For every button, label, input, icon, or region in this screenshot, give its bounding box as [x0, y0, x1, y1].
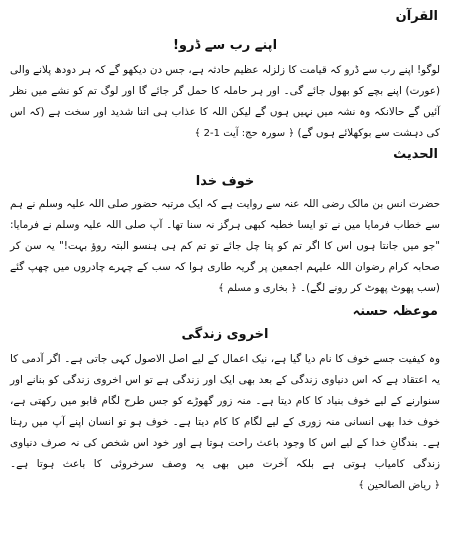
hadith-paragraph — [10, 194, 440, 299]
mauiza-text: وہ کیفیت جسے خوف کا نام دیا گیا ہے، نیک اعمال کے لیے اصل الاصول کہی جاتی ہے۔ اگر آدمی کا یہ اعتقاد ہے کہ اس دنیاوی زندگی کے بعد بھی ایک اور زندگی ہے تو اس اخروی زندگی کو بنانے اور سنوارنے کے لیے خوف بنیاد کا کام دیتا ہے۔ منہ زور گھوڑے کو جس طرح لگام قابو میں رکھتی ہے، خوف خدا بھی انسانی منہ زوری کے لیے لگام کا کام دیتا ہے۔ خوف ہو تو انسان اپنے آپ میں رہتا ہے۔ بندگانِ خدا کے لیے اس کا وجود باعث راحت ہوتا ہے اور خود اس شخص کی نہ صرف دنیاوی زندگی کامیاب ہوتی ہے بلکہ آخرت میں بھی یہ وصف سرخروئی کا باعث ہوتا ہے۔ — [10, 353, 440, 470]
quran-reference: ﴿ سورہ حج: آیت 1-2 ﴾ — [194, 128, 295, 139]
quran-title: اپنے رب سے ڈرو! — [172, 38, 278, 53]
quran-paragraph — [10, 60, 440, 144]
quran-text: لوگو! اپنے رب سے ڈرو کہ قیامت کا زلزلہ عظیم حادثہ ہے، جس دن دیکھو گے کہ ہر دودھ پلانے والی (عورت) اپنے بچے کو بھول جائے گی۔ اور ہر حاملہ کا حمل گر جائے گا اور لوگ تم کو نشے میں نظر آئیں گے حالانکہ وہ نشہ میں نہیں ہوں گے لیکن اللہ کا عذاب ہی اتنا شدید اور سخت ہے (کہ اس کی دہشت سے بوکھلائے ہوں گے) — [10, 64, 440, 139]
hadith-title: خوف خدا — [195, 174, 255, 189]
hadith-text: حضرت انس بن مالک رضی اللہ عنہ سے روایت ہے کہ ایک مرتبہ حضور صلی اللہ علیہ وسلم نے ہم سے خطاب فرمایا میں نے تو ایسا خطبہ کبھی ہرگز نہ سنا تھا۔ آپ صلی اللہ علیہ وسلم نے فرمایا: "جو میں جانتا ہوں اس کا اگر تم کو پتا چل جائے تو تم کم ہی ہنسو البتہ روؤ بہت!" یہ سن کر صحابہ کرام رضوان اللہ علیہم اجمعین پر گریہ طاری ہوا کہ سب کے چہرے چادروں میں چھپ گئے (سب پھوٹ پھوٹ کر رونے لگے)۔ — [10, 198, 440, 294]
section-heading-mauiza: موعظہ حسنہ — [352, 304, 438, 319]
section-heading-hadith: الحدیث — [393, 147, 438, 162]
hadith-reference: ﴿ بخاری و مسلم ﴾ — [218, 283, 297, 294]
mauiza-paragraph — [10, 349, 440, 496]
mauiza-title: اخروی زندگی — [181, 327, 269, 342]
mauiza-reference: ﴿ ریاض الصالحین ﴾ — [358, 480, 440, 491]
section-heading-quran: القرآن — [395, 9, 438, 24]
